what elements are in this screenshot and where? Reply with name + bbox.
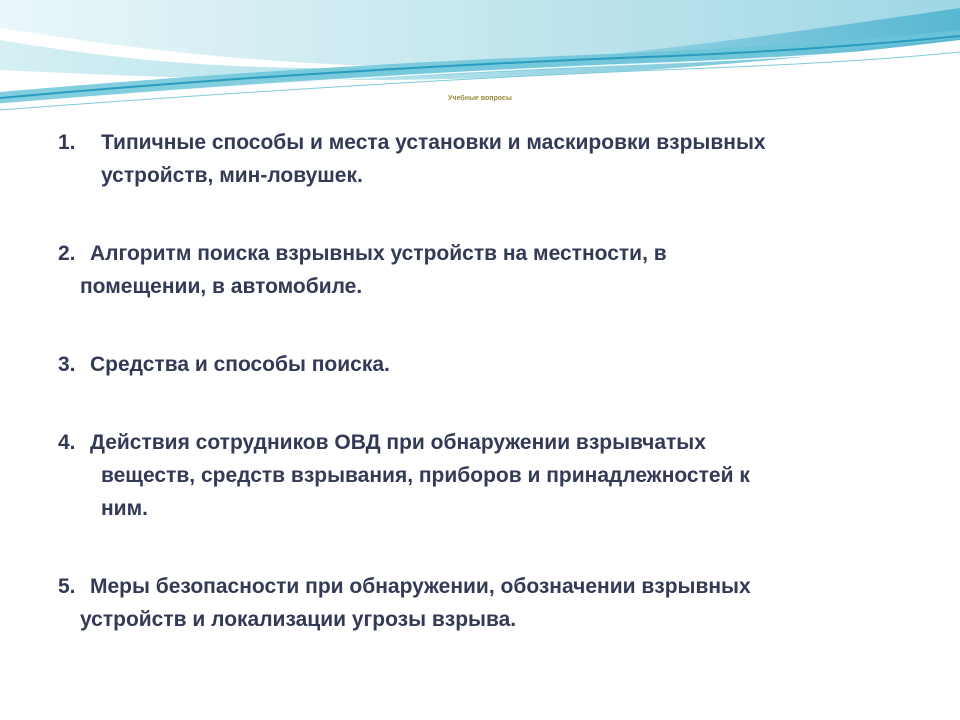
item-5-line-1: Меры безопасности при обнаружении, обозначении взрывных: [90, 575, 751, 598]
item-4-number: 4.: [58, 431, 76, 454]
item-2-line-1: Алгоритм поиска взрывных устройств на местности, в: [90, 242, 667, 265]
item-2-number: 2.: [58, 242, 76, 265]
item-3-number: 3.: [58, 353, 76, 376]
item-4-line-3: ним.: [101, 497, 148, 520]
item-5-number: 5.: [58, 575, 76, 598]
item-5-line-2: устройств и локализации угрозы взрыва.: [80, 608, 517, 631]
header-wave-decoration: [0, 0, 960, 120]
item-2-line-2: помещении, в автомобиле.: [80, 275, 363, 298]
list-item-3: [58, 348, 918, 381]
item-4-line-1: Действия сотрудников ОВД при обнаружении взрывчатых: [90, 431, 706, 454]
item-3-line-1: Средства и способы поиска.: [90, 353, 390, 376]
slide-subtitle: Учебные вопросы: [448, 95, 512, 102]
item-1-line-1: Типичные способы и места установки и маскировки взрывных: [101, 131, 766, 154]
item-1-number: 1.: [58, 131, 76, 154]
list-item-4: [58, 426, 938, 525]
list-item-1: [58, 126, 918, 192]
list-item-5: [58, 570, 918, 636]
item-1-line-2: устройств, мин-ловушек.: [101, 164, 363, 187]
item-4-line-2: веществ, средств взрывания, приборов и принадлежностей к: [101, 464, 750, 487]
list-item-2: [58, 237, 918, 303]
